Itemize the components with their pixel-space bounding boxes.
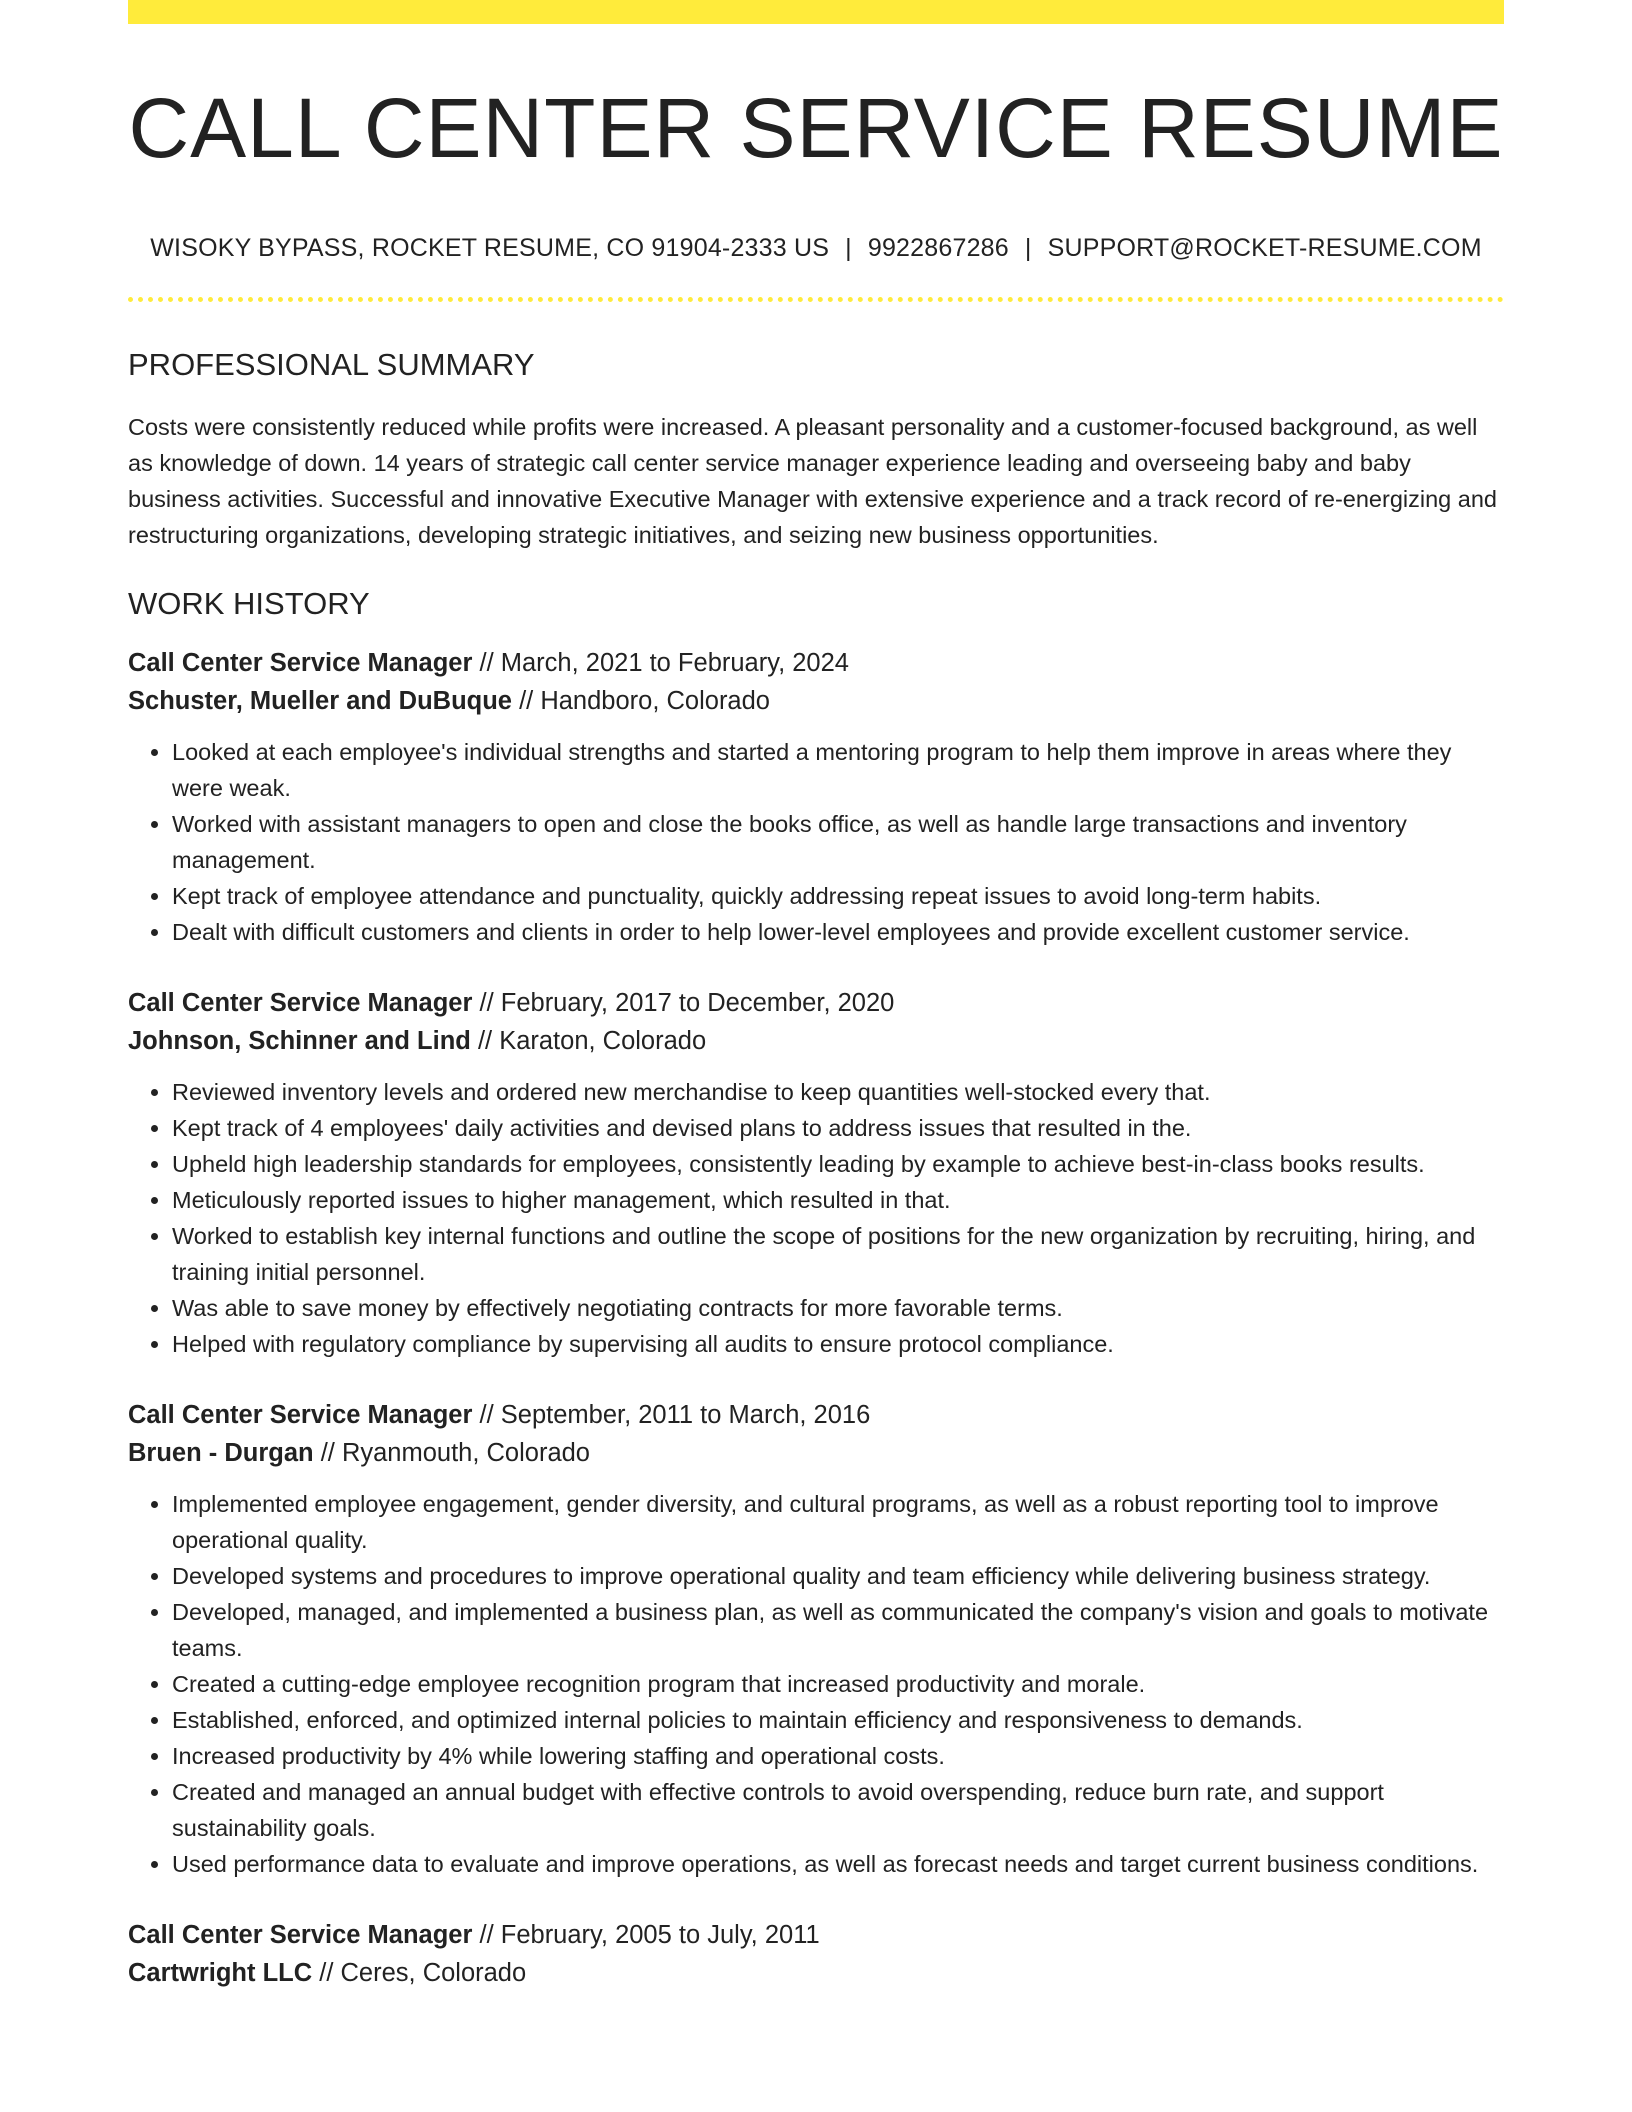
job-entry: [128, 1396, 1504, 1882]
bullet-item: • Created a cutting-edge employee recognition program that increased productivity and morale.: [172, 1666, 1504, 1702]
job-dates: // February, 2017 to December, 2020: [479, 988, 895, 1017]
job-company-line: [128, 1954, 1504, 1992]
resume-title: CALL CENTER SERVICE RESUME: [128, 81, 1504, 175]
contact-line: [128, 234, 1504, 263]
dotted-divider: [128, 297, 1504, 302]
work-history-heading: WORK HISTORY: [128, 585, 370, 621]
summary-heading: PROFESSIONAL SUMMARY: [128, 347, 535, 383]
bullet-item: • Kept track of employee attendance and punctuality, quickly addressing repeat issues to avoid long-term habits.: [172, 878, 1504, 914]
bullet-item: • Kept track of 4 employees' daily activities and devised plans to address issues that resulted in the.: [172, 1110, 1504, 1146]
bullet-item: • Created and managed an annual budget with effective controls to avoid overspending, reduce burn rate, and support sustainability goals.: [172, 1774, 1504, 1846]
phone: 9922867286: [867, 234, 1009, 263]
bullet-item: • Implemented employee engagement, gender diversity, and cultural programs, as well as a robust reporting tool to improve operational quality.: [172, 1486, 1504, 1558]
company-name: Bruen - Durgan: [128, 1438, 314, 1467]
company-location: // Karaton, Colorado: [477, 1026, 707, 1055]
job-title-line: [128, 644, 1504, 682]
job-dates: // March, 2021 to February, 2024: [479, 648, 849, 677]
bullet-item: • Meticulously reported issues to higher management, which resulted in that.: [172, 1182, 1504, 1218]
company-location: // Ryanmouth, Colorado: [320, 1438, 590, 1467]
job-title-line: [128, 1396, 1504, 1434]
bullet-item: • Used performance data to evaluate and improve operations, as well as forecast needs and target current business conditions.: [172, 1846, 1504, 1882]
job-title-line: [128, 984, 1504, 1022]
job-title: Call Center Service Manager: [128, 648, 473, 677]
job-entry: [128, 644, 1504, 950]
job-company-line: [128, 1022, 1504, 1060]
bullet-item: • Reviewed inventory levels and ordered new merchandise to keep quantities well-stocked every that.: [172, 1074, 1504, 1110]
bullet-item: • Upheld high leadership standards for employees, consistently leading by example to achieve best-in-class books results.: [172, 1146, 1504, 1182]
company-location: // Handboro, Colorado: [519, 686, 770, 715]
job-company-line: [128, 682, 1504, 720]
bullet-item: • Developed systems and procedures to improve operational quality and team efficiency while delivering business strategy.: [172, 1558, 1504, 1594]
job-dates: // February, 2005 to July, 2011: [479, 1920, 820, 1949]
bullet-item: • Developed, managed, and implemented a business plan, as well as communicated the company's vision and goals to motivate teams.: [172, 1594, 1504, 1666]
contact-separator: |: [845, 234, 852, 263]
job-dates: // September, 2011 to March, 2016: [479, 1400, 871, 1429]
bullet-item: • Looked at each employee's individual strengths and started a mentoring program to help them improve in areas where they were weak.: [172, 734, 1504, 806]
address: WISOKY BYPASS, ROCKET RESUME, CO 91904-2333 US: [150, 234, 830, 263]
accent-bar: [128, 0, 1504, 24]
contact-separator: |: [1024, 234, 1032, 263]
job-entry: [128, 984, 1504, 1362]
bullet-item: • Was able to save money by effectively negotiating contracts for more favorable terms.: [172, 1290, 1504, 1326]
bullet-item: • Worked with assistant managers to open and close the books office, as well as handle large transactions and inventory management.: [172, 806, 1504, 878]
resume-page: [128, 0, 1504, 1992]
job-title-line: [128, 1916, 1504, 1954]
job-bullets: [128, 734, 1504, 950]
job-entry: [128, 1916, 1504, 1992]
job-bullets: [128, 1486, 1504, 1882]
company-name: Cartwright LLC: [128, 1958, 313, 1987]
job-title: Call Center Service Manager: [128, 1400, 473, 1429]
job-title: Call Center Service Manager: [128, 988, 473, 1017]
email: SUPPORT@ROCKET-RESUME.COM: [1047, 234, 1482, 263]
bullet-item: • Helped with regulatory compliance by supervising all audits to ensure protocol compliance.: [172, 1326, 1504, 1362]
bullet-item: • Increased productivity by 4% while lowering staffing and operational costs.: [172, 1738, 1504, 1774]
job-title: Call Center Service Manager: [128, 1920, 473, 1949]
company-name: Johnson, Schinner and Lind: [128, 1026, 471, 1055]
company-name: Schuster, Mueller and DuBuque: [128, 686, 512, 715]
job-company-line: [128, 1434, 1504, 1472]
job-bullets: [128, 1074, 1504, 1362]
bullet-item: • Established, enforced, and optimized internal policies to maintain efficiency and responsiveness to demands.: [172, 1702, 1504, 1738]
bullet-item: • Worked to establish key internal functions and outline the scope of positions for the new organization by recruiting, hiring, and training initial personnel.: [172, 1218, 1504, 1290]
bullet-item: • Dealt with difficult customers and clients in order to help lower-level employees and provide excellent customer service.: [172, 914, 1504, 950]
company-location: // Ceres, Colorado: [319, 1958, 527, 1987]
summary-text: Costs were consistently reduced while profits were increased. A pleasant personality and a customer-focused background, as well as knowledge of down. 14 years of strategic call center service manager experience leading and overseeing baby and baby business activities. Successful and innovative Executive Manager with extensive experience and a track record of re-energizing and restructuring organizations, developing strategic initiatives, and seizing new business opportunities.: [128, 413, 1497, 548]
